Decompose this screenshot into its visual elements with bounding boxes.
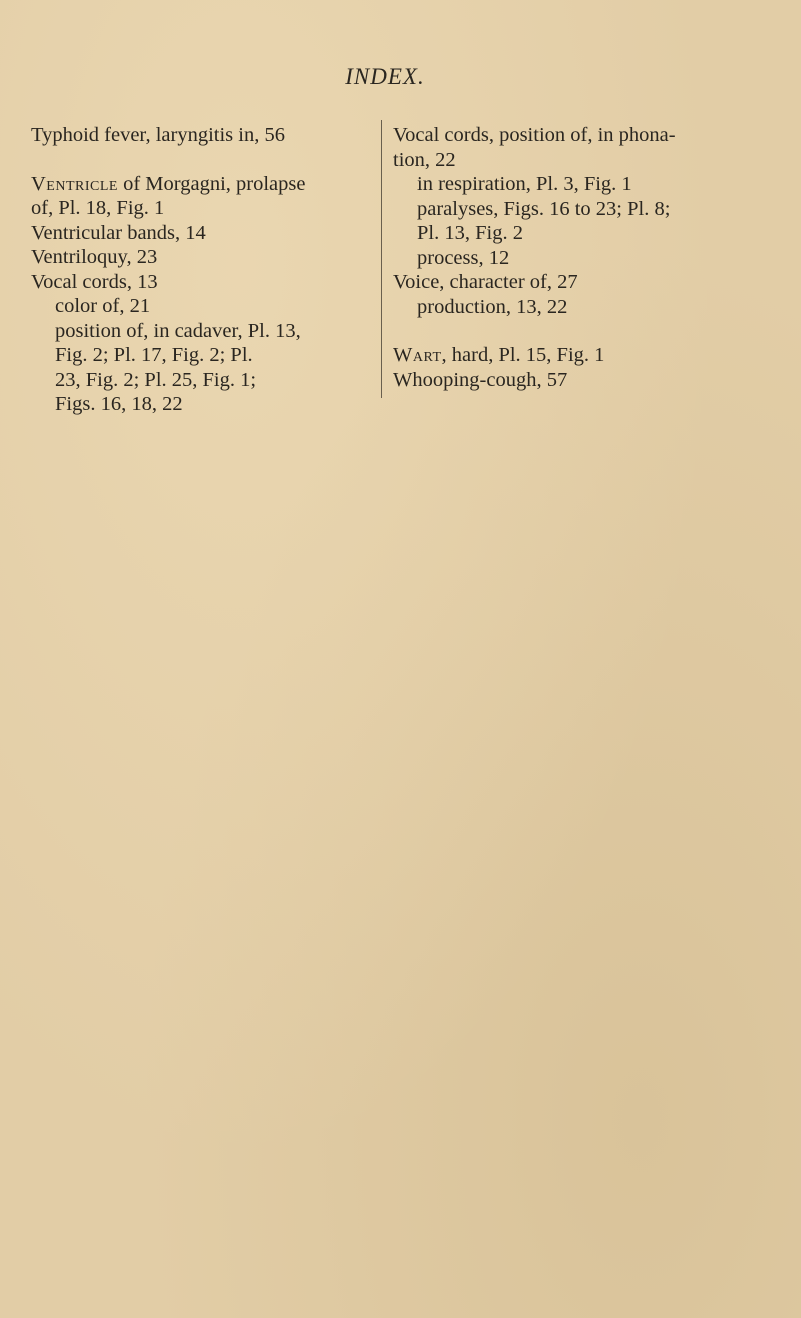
entry-line [31,172,379,197]
subentry-text: position of, in cadaver, Pl. 13, [55,319,301,342]
subentry-text: paralyses, Figs. 16 to 23; Pl. 8; [417,197,671,220]
subentry-continuation: Fig. 2; Pl. 17, Fig. 2; Pl. [55,344,253,366]
subentry-continuation: 23, Fig. 2; Pl. 25, Fig. 1; [55,368,257,391]
index-entry [31,245,379,270]
entry-headword: Wart [393,344,442,366]
index-subentry [31,319,379,417]
index-entry [393,123,793,172]
index-entry [393,270,793,295]
subentry-text: color of, 21 [55,295,151,317]
index-column-left [31,123,379,417]
index-entry [31,123,379,148]
entry-text: Vocal cords, position of, in phona- [393,124,676,146]
entry-headword: Ventricle [31,172,118,195]
entry-text: Ventricular bands, 14 [31,221,206,244]
index-subentry [393,246,793,271]
index-column-right [393,123,793,392]
column-divider [381,120,382,398]
subentry-continuation: Figs. 16, 18, 22 [55,393,183,415]
entry-text: , hard, Pl. 15, Fig. 1 [441,344,605,366]
page-title: INDEX. [345,64,425,89]
subentry-continuation: Pl. 13, Fig. 2 [417,222,523,244]
index-subentry [393,197,793,246]
entry-text: Whooping-cough, 57 [393,368,568,391]
entry-text: Ventriloquy, 23 [31,246,158,268]
subentry-text: process, 12 [417,246,510,269]
index-subentry [393,172,793,197]
subentry-text: production, 13, 22 [417,295,568,318]
entry-continuation: tion, 22 [393,148,456,171]
entry-continuation: of, Pl. 18, Fig. 1 [31,197,165,219]
subentry-text: in respiration, Pl. 3, Fig. 1 [417,173,632,195]
entry-text: of Morgagni, prolapse [117,172,306,195]
index-entry [393,368,793,393]
entry-line [393,343,793,368]
index-entry [393,343,793,368]
entry-text: Typhoid fever, laryngitis in, 56 [31,124,285,146]
index-subentry [31,294,379,319]
index-subentry [393,295,793,320]
index-entry [31,221,379,246]
index-entry [31,172,379,221]
entry-text: Voice, character of, 27 [393,271,578,293]
index-entry [31,270,379,295]
entry-text: Vocal cords, 13 [31,270,158,293]
